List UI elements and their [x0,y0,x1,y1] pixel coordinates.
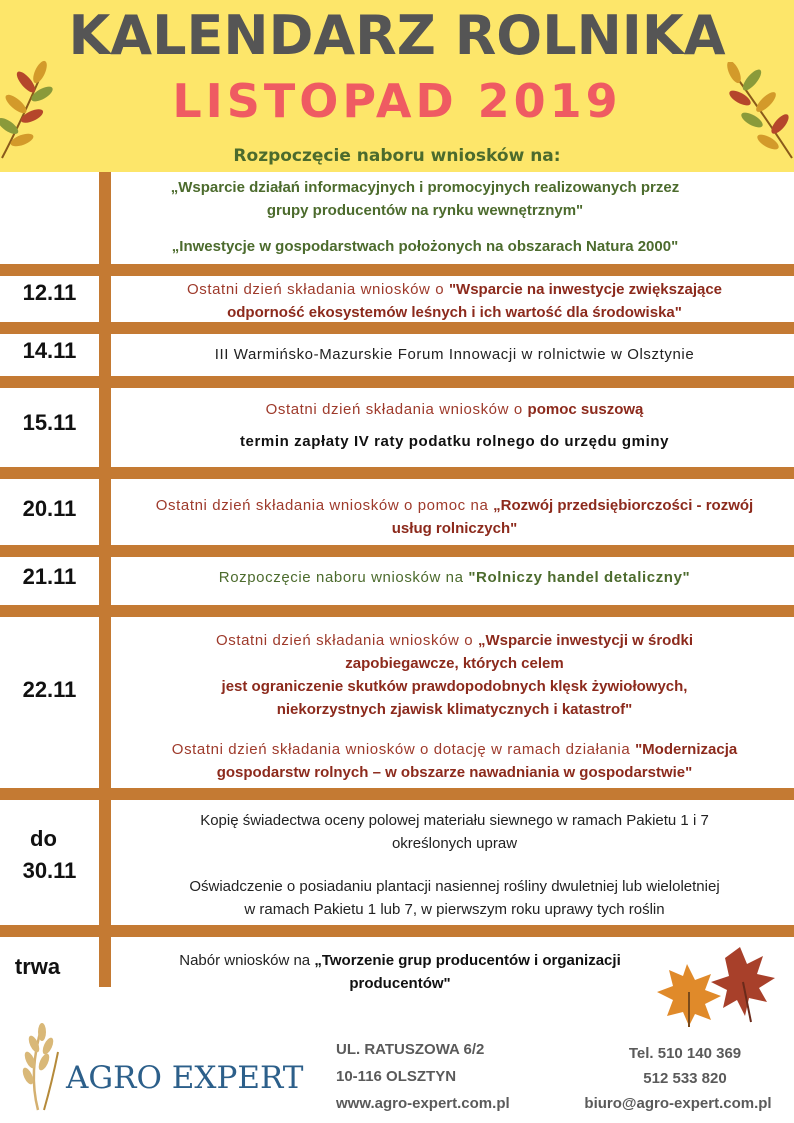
row-divider [0,376,794,388]
phone-2: 512 533 820 [643,1070,727,1087]
phone-1: Tel. 510 140 369 [628,1045,742,1062]
row-divider [0,467,794,479]
event-20-11: Ostatni dzień składania wniosków o pomoc na „Rozwój przedsiębiorczości - rozwój usług rolniczych" [155,497,754,537]
website-link[interactable]: www.agro-expert.com.pl [336,1095,510,1112]
date-trwa: trwa [14,954,61,979]
event-15-11-tax: termin zapłaty IV raty podatku rolnego do urzędu gminy [239,433,670,450]
address-line-1: UL. RATUSZOWA 6/2 [336,1041,485,1058]
address-line-2: 10-116 OLSZTYN [336,1068,457,1085]
event-21-11: Rozpoczęcie naboru wniosków na "Rolniczy handel detaliczny" [218,569,691,586]
event-22-11-a: Ostatni dzień składania wniosków o „Wsparcie inwestycji w środki zapobiegawcze, których celem jest ograniczenie skutków prawdopodobnych klęsk żywiołowych, niekorzystnych zjawisk klimatycznych i katastrof" [215,632,694,718]
intro-item-1: „Wsparcie działań informacyjnych i promocyjnych realizowanych przez grupy producentów na rynku wewnętrznym" [170,179,680,219]
timeline-vertical-bar [99,172,111,987]
row-divider [0,264,794,276]
date-20-11: 20.11 [22,496,77,521]
event-22-11-b: Ostatni dzień składania wniosków o dotację w ramach działania "Modernizacja gospodarstw rolnych – w obszarze nawadniania w gospodarstwie" [171,741,738,781]
date-22-11: 22.11 [22,677,77,702]
event-14-11: III Warmińsko-Mazurskie Forum Innowacji w rolnictwie w Olsztynie [214,346,695,363]
event-12-11: Ostatni dzień składania wniosków o "Wsparcie na inwestycje zwiększające odporność ekosystemów leśnych i ich wartość dla środowiska" [186,281,723,321]
date-14-11: 14.11 [22,338,77,363]
date-do: do [30,826,57,851]
row-divider [0,788,794,800]
email-link[interactable]: biuro@agro-expert.com.pl [584,1095,772,1112]
event-trwa: Nabór wniosków na „Tworzenie grup producentów i organizacji producentów" [179,952,621,992]
row-divider [0,925,794,937]
leaf-branch-left-icon [0,60,56,160]
header-banner [0,0,794,172]
intro-item-2: „Inwestycje w gospodarstwach położonych na obszarach Natura 2000" [171,238,679,255]
maple-leaves-icon [655,942,780,1027]
subheading: Rozpoczęcie naboru wniosków na: [233,146,561,166]
leaf-branch-right-icon [722,62,794,162]
date-15-11: 15.11 [22,410,77,435]
event-15-11: Ostatni dzień składania wniosków o pomoc suszową [265,401,644,418]
date-12-11: 12.11 [22,280,77,305]
page-title: KALENDARZ ROLNIKA [68,4,726,67]
event-30-11-b: Oświadczenie o posiadaniu plantacji nasiennej rośliny dwuletniej lub wieloletniej w ramach Pakietu 1 lub 7, w pierwszym roku uprawy tych roślin [189,878,720,918]
row-divider [0,545,794,557]
logo-text: AGRO EXPERT [66,1060,304,1096]
row-divider [0,605,794,617]
date-30-11: 30.11 [22,858,77,883]
agro-expert-logo [8,1022,328,1118]
month-title: LISTOPAD 2019 [172,74,622,128]
event-30-11-a: Kopię świadectwa oceny polowej materiału siewnego w ramach Pakietu 1 i 7 określonych upraw [200,812,709,852]
date-21-11: 21.11 [22,564,77,589]
